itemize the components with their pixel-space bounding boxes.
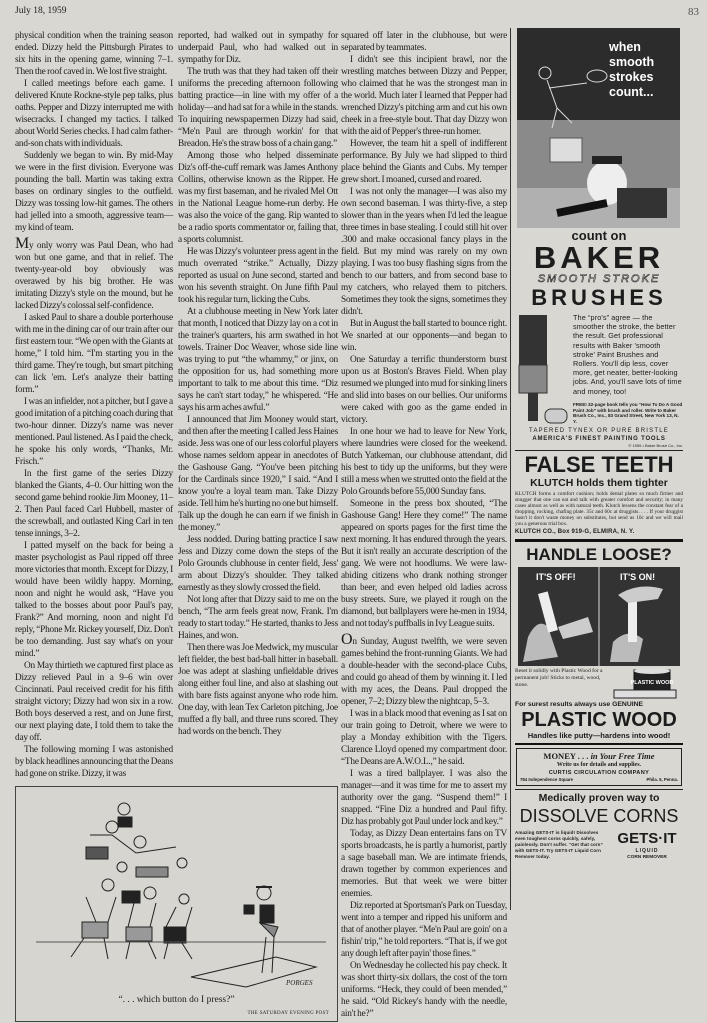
article-paragraph: On May thirtieth we captured first place as Dizzy relieved Paul in a 9–6 win over Cincinnati. Paul received credit for his fifth straight victory; Dizzy had won six in a row. Both boys deserved a rest, and on June first, our next playing date, I told them to take the day off. — [15, 661, 173, 743]
drop-cap: M — [15, 235, 30, 252]
getsit-body: Amazing GETS-IT is liquid! Dissolves even toughest corns quickly, safely, painlessly. Don't suffer. “Get that corn” with GETS-IT. Try GETS-IT Liquid Corn Remover today. — [515, 829, 603, 859]
cartoonist-signature: PORGES — [286, 979, 313, 987]
article-paragraph: At a clubhouse meeting in New York later that month, I noticed that Dizzy lay on a cot in the trainer's quarters, his arm swathed in hot towels. Trainer Doc Weaver, whose side line was trying to put “the whammy,” or jinx, on the opposition for us, had something more important to talk to me about this time. “Diz says he can't start today,” he whispered. “He says his arm aches awful.” — [178, 307, 338, 413]
tagline-line: count... — [609, 85, 654, 99]
free-time-text: in Your Free Time — [590, 750, 655, 761]
article-paragraph: Today, as Dizzy Dean entertains fans on TV sports broadcasts, he is partly a humorist, partly a sage baseball man. We are intimate friends, drawn together by common experiences and memories. But that week we were bitter enemies. — [341, 829, 507, 899]
cartoon-illustration — [16, 787, 336, 1023]
article-paragraph: I was not only the manager—I was also my own second baseman. I was thirty-five, a step slower than in the years when I'd led the league three times in base stealing. I could still hit over .300 and make occasional fancy plays in the field. But my mind was rarely on my own playing. I was too busy flashing signs from the bench to our batters, and from second base to my catchers, who relayed them to pitchers. Sometimes they took the signs, sometimes they didn't. — [341, 187, 507, 317]
divider — [515, 539, 683, 542]
plastic-wood-slogan: Handles like putty—hardens into wood! — [527, 730, 671, 740]
divider — [515, 450, 683, 451]
article-paragraph: I didn't see this incipient brawl, nor the wrestling matches between Dizzy and Pepper, who claimed that he was the strongest man in the world. Much later I learned that Pepper had wrenched Dizzy's pitching arm and cut his own cheek in a free-style bout. That day Dizzy won with the aid of Pepper's three-run homer. — [341, 55, 507, 137]
plastic-wood-body: Reset it solidly with Plastic Wood for a permanent job! Sticks to metal, wood, stone. — [515, 667, 603, 688]
curtis-address-row — [520, 777, 678, 783]
curtis-address: 784 Independence Square — [520, 776, 574, 782]
article-paragraph: I patted myself on the back for being a master psychologist as Paul ripped off three more victories that month. Except for Dizzy, I would have been wildly happy. Morning, noon and night he would ask, “Have you talked to the bosses about poor Paul's pay, Frank?” And morning, noon and night I'd reply, “Phone Mr. Rickey yourself, Diz. Don't be too demanding. Just say what's on your mind.” — [15, 541, 173, 659]
article-paragraph: The following morning I was astonished by black headlines announcing that the Deans had gone on strike. Dizzy, it was — [15, 745, 173, 779]
baker-smooth-stroke: SMOOTH STROKE — [537, 273, 661, 285]
baker-body-row — [515, 313, 683, 425]
klutch-body-copy: KLUTCH forms a comfort cushion; holds dental plates so much firmer and snugger that one can eat and talk with greater comfort and security; in many cases almost as well as with natural teeth. Klutch lessens the constant fear of a dropping, rocking, chafing plate. 35c and 60c at druggists. . . . If your druggist hasn't it don't waste money on substitutes, but send us 10c and we will mail you a generous trial box. — [515, 491, 683, 528]
article-paragraph: In one hour we had to leave for New York, where laundries were closed for the weekend. Butch Yatkeman, our clubhouse attendant, did his best to tidy up the uniforms, but they were still a mess when we strutted onto the field at the Polo Grounds before 55,000 Sunday fans. — [341, 427, 507, 497]
getsit-liquid: LIQUID — [635, 847, 659, 854]
baker-tapered: TAPERED TYNEX OR PURE BRISTLE — [529, 428, 669, 434]
article-paragraph: On Sunday, August twelfth, we were seven games behind the front-running Giants. We had a double-header with the second-place Cubs, and could go ahead of them by winning it. I led with my aces, the Deans. Paul dropped the opener, 7–2; Dizzy blew the nightcap, 5–3. — [341, 631, 507, 707]
article-paragraph: I asked Paul to share a double porterhouse with me in the dining car of our train after our first eastern tour. “We open with the Giants at home,” I told him. “I'm starting you in the third game. They're tough, but smart pitching can lick 'em. Let's analyze their batting form.” — [15, 313, 173, 395]
article-paragraph: However, the team hit a spell of indifferent performance. By July we had slipped to third place behind the Giants and Cubs. My temper grew short. I moaned, cursed and roared. — [341, 139, 507, 185]
curtis-headline — [520, 751, 678, 761]
ad-column — [515, 28, 683, 861]
article-column-2 — [178, 30, 338, 738]
plastic-wood-body-row — [515, 668, 683, 700]
baker-brushes: BRUSHES — [531, 285, 667, 310]
curtis-ad-box — [516, 748, 682, 786]
article-paragraph: I announced that Jim Mooney would start, and then after the meeting I called Jess Haines aside. Jess was one of our less colorful players whose names seldom appear in anecdotes of the Gashouse Gang. “You've been pitching for the Cardinals since 1920,” I said. “And I know you're a loyal team man. Take Dizzy aside. Tell him he's hurting no one but himself. Talk up the dough he can earn if we finish in the money.” — [178, 415, 338, 533]
drop-cap: O — [341, 631, 353, 648]
plastic-wood-headline: HANDLE LOOSE? — [526, 544, 672, 564]
left-article-block — [15, 30, 338, 1022]
article-paragraph: Then there was Joe Medwick, my muscular left fielder, the best bad-ball hitter in baseball. Joe was adept at slashing unfieldable drives along either foul line, and also at slashing out with bare fists against anyone who rode him. One day, with lean Tex Carleton pitching, Joe muffed a fly ball, and three runs scored. They had words on the bench. They — [178, 643, 338, 737]
tagline-line: when — [609, 40, 641, 54]
plastic-wood-brand: PLASTIC WOOD — [521, 708, 677, 731]
article-paragraph: I was a tired ballplayer. I was also the manager—and it was time for me to assert my authority over the gang. “Suspend them!” I snapped. “Fine Diz a hundred and Paul fifty. Diz has probably got Paul under lock and key.” — [341, 769, 507, 827]
getsit-logo-block — [611, 830, 683, 861]
getsit-body-row — [515, 830, 683, 861]
baker-body-copy: The “pro's” agree — the smoother the stroke, the better the result. Get professional results with Baker 'smooth stroke' Paint Brushes and Rollers. You'll dip less, cover more, get neater, better-looking jobs. And, you'll save lots of time and money, too! — [573, 313, 682, 396]
article-paragraph: I was an infielder, not a pitcher, but I gave a good imitation of a pitching coach during that two-hour dinner. Dizzy's name was never mentioned. Paul listened. As I paid the check, he spoke his only words, “Thanks, Mr. Frisch.” — [15, 397, 173, 467]
cartoon-caption: “. . . which button do I press?” — [118, 995, 235, 1005]
ad-column-divider — [510, 28, 511, 910]
divider — [515, 743, 683, 745]
baker-text — [573, 313, 683, 425]
paint-brush-and-roller-icon — [515, 313, 569, 425]
baker-finest: AMERICA'S FINEST PAINTING TOOLS — [532, 436, 666, 442]
klutch-headline: FALSE TEETH — [524, 452, 674, 477]
getsit-logo: GETS·IT — [617, 829, 677, 847]
article-paragraph: But in August the ball started to bounce right. We snarled at our opponents—and began to win. — [341, 319, 507, 353]
tagline-line: smooth — [609, 55, 655, 69]
article-column-1 — [15, 30, 173, 780]
page-number: 83 — [688, 6, 699, 18]
tagline-line: strokes — [609, 70, 654, 84]
article-paragraph: He was Dizzy's volunteer press agent in the much overrated “strike.” Actually, Dizzy reported as usual on June second, started and won his seventh straight. On June fifth Paul took his regular turn, licking the Cubs. — [178, 247, 338, 305]
getsit-corn-remover: CORN REMOVER — [627, 854, 667, 860]
baker-tagline — [609, 40, 654, 100]
baker-brand: BAKER — [533, 240, 665, 275]
plastic-wood-can-icon — [610, 668, 680, 700]
cartoon-credit: THE SATURDAY EVENING POST — [247, 1011, 329, 1016]
baker-copyright: © 1959 • Baker Brush Co., Inc. — [628, 443, 683, 448]
cartoon — [15, 786, 338, 1022]
article-paragraph: My only worry was Paul Dean, who had won but one game, and that in relief. The twenty-year-old boy obviously was overawed by his big brother. He was imitating Dizzy's style on the mound, but he lacked Dizzy's colossal self-confidence. — [15, 235, 173, 311]
article-paragraph: Not long after that Dizzy said to me on the bench, “The arm feels great now, Frank. I'm ready to start today.” He started, thanks to Jess Haines, and won. — [178, 595, 338, 641]
article-paragraph: On Wednesday he collected his pay check. It was short thirty-six dollars, the cost of the torn uniforms. “Heck, they could of been mended,” he said. “Old Rickey's handy with the needle, ain't he?” — [341, 961, 507, 1019]
article-paragraph: squared off later in the clubhouse, but were separated by teammates. — [341, 31, 507, 53]
article-paragraph: The truth was that they had taken off their uniforms the preceding afternoon following batting practice—in line with my offer of a holiday—and had sat for a while in the stands. To inquiring newspapermen Dizzy had said, “Me'n Paul are through workin' for that Breadon. He's the straw boss of a chain gang.” — [178, 67, 338, 149]
getsit-headline: Medically proven way to — [538, 791, 660, 804]
baker-free-offer: FREE! 32-page book tells you “How To Do A Good Paint Job” with brush and roller. Write to Baker Brush Co., Inc., 83 Grand Street, New York 13, N. Y. — [573, 401, 683, 424]
money-text: MONEY . . . — [543, 750, 589, 761]
human-pyramid — [71, 803, 192, 959]
article-paragraph: Diz reported at Sportsman's Park on Tuesday, went into a temper and ripped his uniform and that of another player. “Me'n Paul are goin' on a fishin' trip,” he told reporters. “That is, if we got any dough left after payin' those fines.” — [341, 901, 507, 959]
baker-count-on: count on — [571, 228, 627, 243]
hammer-illustration — [518, 567, 680, 666]
klutch-address: KLUTCH CO., Box 919-G, ELMIRA, N. Y. — [515, 528, 635, 535]
its-on-label: IT'S ON! — [620, 571, 656, 582]
baker-ad-illustration — [517, 28, 680, 228]
painter-illustration — [517, 28, 680, 228]
plastic-wood-surest: For surest results always use GENUINE — [515, 700, 644, 708]
klutch-subhead: KLUTCH holds them tighter — [530, 477, 668, 489]
article-column-3 — [341, 30, 507, 1020]
curtis-city: Phila. 5, Penna. — [646, 776, 678, 782]
article-paragraph: Jess nodded. During batting practice I saw Jess and Dizzy come down the steps of the Polo Grounds clubhouse in center field, Jess' arm about Dizzy's shoulder. They talked earnestly as they slowly crossed the field. — [178, 535, 338, 593]
curtis-write: Write us for details and supplies. — [556, 761, 642, 768]
issue-date: July 18, 1959 — [15, 6, 67, 16]
article-paragraph: physical condition when the training season ended. Dizzy held the Pittsburgh Pirates to six hits in the opening game, winning 7–1. Then the roof caved in. We lost five straight. — [15, 31, 173, 77]
article-paragraph: Someone in the press box shouted, “The Gashouse Gang! Here they come!” The name appeared on sports pages for the first time the next morning. It has endured through the years. But it isn't really an accurate description of the gang. We were not hoodlums. We were law-abiding citizens who drank nothing stronger than beer, and even helped old ladies across busy streets. Sure, we played it rough on the diamond, but ballplayers were he-men in 1934, and not today's puffballs in Ivy League suits. — [341, 499, 507, 629]
curtis-company: CURTIS CIRCULATION COMPANY — [548, 769, 650, 776]
article-paragraph: I called meetings before each game. I delivered Knute Rockne-style pep talks, plus oaths. Pepper and Dizzy interrupted me with wisecracks. I changed my tactics. I talked about World Series checks. I had calm father-and-son chats with individuals. — [15, 79, 173, 149]
article-paragraph: One Saturday a terrific thunderstorm burst upon us at Boston's Braves Field. When play resumed we plunged into mud for sinking liners and slid into bases on our bellies. Our uniforms were caked with goo as the game ended in victory. — [341, 355, 507, 425]
article-paragraph: I was in a black mood that evening as I sat on our train going to Detroit, where we were to play a Monday exhibition with the Tigers. Clarence Lloyd opened my compartment door. “The Deans are A.W.O.L.,” he said. — [341, 709, 507, 767]
can-label: PLASTIC WOOD — [630, 679, 674, 686]
its-off-label: IT'S OFF! — [536, 571, 576, 582]
article-paragraph: In the first game of the series Dizzy blanked the Giants, 4–0. Our hitting won the second game behind rookie Jim Mooney, 11–2. Then Paul faced Carl Hubbell, master of the screwball, and outlasted King Carl in ten tense innings, 3–2. — [15, 469, 173, 539]
article-paragraph: reported, had walked out in sympathy for underpaid Paul, who had walked out in sympathy for Diz. — [178, 31, 338, 65]
article-paragraph: Suddenly we began to win. By mid-May we were in the first division. Everyone was pounding the ball. Martin was taking extra bases on ordinary singles to the outfield. Dizzy was tossing low-hit games. The others had jelled into a smooth, aggressive team—my kind of team. — [15, 151, 173, 233]
divider — [515, 789, 683, 790]
getsit-dissolve-corns: DISSOLVE CORNS — [519, 805, 679, 826]
article-paragraph: Among those who helped disseminate Diz's off-the-cuff remark was James Anthony Collins, otherwise known as the Ripper. He was my first baseman, and he rivaled Mel Ott in the National League home-run derby. He was also the voice of the gang. Rip wanted to be a radio sports commentator or, failing that, a sports columnist. — [178, 151, 338, 245]
article-columns — [15, 30, 338, 780]
